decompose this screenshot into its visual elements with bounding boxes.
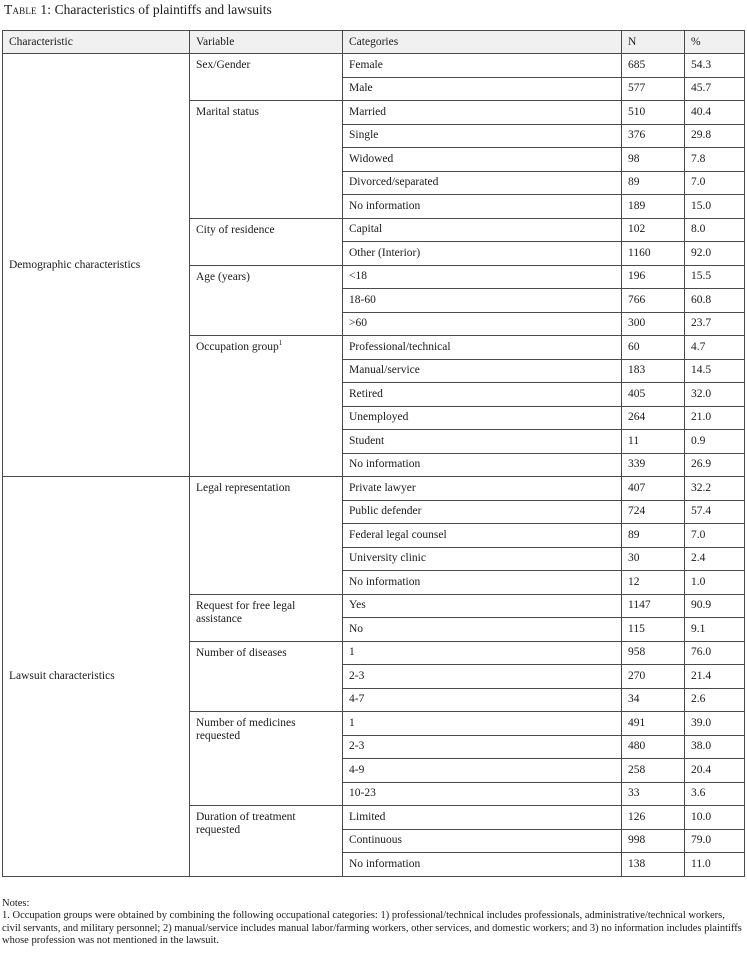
percent-cell: 21.4 (685, 665, 745, 689)
category-cell: Single (343, 124, 622, 148)
percent-cell: 57.4 (685, 500, 745, 524)
category-cell: <18 (343, 265, 622, 289)
notes-heading: Notes: (2, 898, 30, 909)
percent-cell: 15.0 (685, 195, 745, 219)
variable-cell (190, 806, 343, 877)
count-cell: 102 (622, 218, 685, 242)
count-cell: 98 (622, 148, 685, 172)
count-cell: 685 (622, 54, 685, 78)
count-cell: 115 (622, 618, 685, 642)
count-cell: 189 (622, 195, 685, 219)
count-cell: 577 (622, 77, 685, 101)
category-cell: Divorced/separated (343, 171, 622, 195)
percent-cell: 32.0 (685, 383, 745, 407)
category-cell: Yes (343, 594, 622, 618)
variable-cell (190, 712, 343, 806)
count-cell: 1160 (622, 242, 685, 266)
category-cell: 18-60 (343, 289, 622, 313)
category-cell: Married (343, 101, 622, 125)
percent-cell: 7.0 (685, 171, 745, 195)
notes-text: 1. Occupation groups were obtained by combining the following occupational categories: 1) professional/technical includes professionals, administrative/technical workers, civil servants, and military personnel; 2) manual/service includes manual labor/farming workers, other services, and domestic workers; and 3) no information includes plaintiffs whose profession was not mentioned in the lawsuit. (2, 910, 742, 946)
count-cell: 405 (622, 383, 685, 407)
count-cell: 126 (622, 806, 685, 830)
count-cell: 258 (622, 759, 685, 783)
header-n: N (622, 31, 685, 54)
table-body (3, 54, 745, 877)
percent-cell: 15.5 (685, 265, 745, 289)
count-cell: 11 (622, 430, 685, 454)
variable-cell (190, 641, 343, 712)
count-cell: 138 (622, 853, 685, 877)
percent-cell: 54.3 (685, 54, 745, 78)
category-cell: 1 (343, 712, 622, 736)
percent-cell: 32.2 (685, 477, 745, 501)
category-cell: 4-7 (343, 688, 622, 712)
count-cell: 196 (622, 265, 685, 289)
count-cell: 30 (622, 547, 685, 571)
variable-label: City of residence (196, 223, 275, 236)
table-title: Characteristics of plaintiffs and lawsuits (54, 2, 272, 17)
count-cell: 183 (622, 359, 685, 383)
count-cell: 33 (622, 782, 685, 806)
percent-cell: 79.0 (685, 829, 745, 853)
table-caption (4, 2, 272, 18)
percent-cell: 8.0 (685, 218, 745, 242)
count-cell: 34 (622, 688, 685, 712)
count-cell: 12 (622, 571, 685, 595)
count-cell: 60 (622, 336, 685, 360)
count-cell: 270 (622, 665, 685, 689)
count-cell: 339 (622, 453, 685, 477)
category-cell: Student (343, 430, 622, 454)
variable-label: Request for free legal assistance (196, 599, 296, 625)
count-cell: 300 (622, 312, 685, 336)
variable-cell (190, 477, 343, 595)
percent-cell: 40.4 (685, 101, 745, 125)
table-notes (2, 898, 742, 947)
count-cell: 998 (622, 829, 685, 853)
characteristic-cell: Lawsuit characteristics (3, 477, 190, 877)
percent-cell: 0.9 (685, 430, 745, 454)
percent-cell: 3.6 (685, 782, 745, 806)
table-label: Table 1: (4, 2, 52, 17)
percent-cell: 39.0 (685, 712, 745, 736)
percent-cell: 38.0 (685, 735, 745, 759)
variable-cell (190, 336, 343, 477)
category-cell: No information (343, 195, 622, 219)
count-cell: 958 (622, 641, 685, 665)
category-cell: Male (343, 77, 622, 101)
category-cell: 4-9 (343, 759, 622, 783)
category-cell: Continuous (343, 829, 622, 853)
percent-cell: 7.8 (685, 148, 745, 172)
variable-cell (190, 265, 343, 336)
percent-cell: 29.8 (685, 124, 745, 148)
percent-cell: 21.0 (685, 406, 745, 430)
category-cell: No information (343, 571, 622, 595)
category-cell: Other (Interior) (343, 242, 622, 266)
percent-cell: 1.0 (685, 571, 745, 595)
variable-label: Number of medicines requested (196, 717, 296, 742)
percent-cell: 2.6 (685, 688, 745, 712)
variable-label: Legal representation (196, 482, 291, 494)
category-cell: Public defender (343, 500, 622, 524)
category-cell: No (343, 618, 622, 642)
count-cell: 264 (622, 406, 685, 430)
category-cell: Unemployed (343, 406, 622, 430)
percent-cell: 14.5 (685, 359, 745, 383)
category-cell: Manual/service (343, 359, 622, 383)
variable-label: Occupation group (196, 341, 279, 353)
count-cell: 510 (622, 101, 685, 125)
table-row (3, 477, 745, 501)
percent-cell: 23.7 (685, 312, 745, 336)
variable-cell (190, 101, 343, 219)
table-row (3, 54, 745, 78)
category-cell: 2-3 (343, 665, 622, 689)
category-cell: 1 (343, 641, 622, 665)
characteristics-table (2, 30, 745, 877)
percent-cell: 76.0 (685, 641, 745, 665)
variable-label: Age (years) (196, 270, 250, 283)
header-characteristic: Characteristic (3, 31, 190, 54)
percent-cell: 7.0 (685, 524, 745, 548)
variable-label: Duration of treatment requested (196, 811, 296, 836)
category-cell: Female (343, 54, 622, 78)
percent-cell: 92.0 (685, 242, 745, 266)
category-cell: No information (343, 853, 622, 877)
category-cell: University clinic (343, 547, 622, 571)
percent-cell: 26.9 (685, 453, 745, 477)
variable-label: Sex/Gender (196, 59, 251, 71)
count-cell: 491 (622, 712, 685, 736)
category-cell: Retired (343, 383, 622, 407)
percent-cell: 10.0 (685, 806, 745, 830)
percent-cell: 4.7 (685, 336, 745, 360)
header-percent: % (685, 31, 745, 54)
count-cell: 480 (622, 735, 685, 759)
category-cell: Capital (343, 218, 622, 242)
category-cell: >60 (343, 312, 622, 336)
variable-label: Marital status (196, 106, 259, 118)
footnote-marker: 1 (278, 339, 283, 348)
percent-cell: 60.8 (685, 289, 745, 313)
percent-cell: 2.4 (685, 547, 745, 571)
characteristic-cell: Demographic characteristics (3, 54, 190, 477)
count-cell: 89 (622, 524, 685, 548)
category-cell: 2-3 (343, 735, 622, 759)
percent-cell: 45.7 (685, 77, 745, 101)
category-cell: No information (343, 453, 622, 477)
percent-cell: 90.9 (685, 594, 745, 618)
header-variable: Variable (190, 31, 343, 54)
count-cell: 766 (622, 289, 685, 313)
count-cell: 407 (622, 477, 685, 501)
variable-cell (190, 594, 343, 641)
variable-cell (190, 218, 343, 265)
category-cell: Professional/technical (343, 336, 622, 360)
category-cell: Private lawyer (343, 477, 622, 501)
category-cell: 10-23 (343, 782, 622, 806)
percent-cell: 11.0 (685, 853, 745, 877)
count-cell: 376 (622, 124, 685, 148)
header-categories: Categories (343, 31, 622, 54)
percent-cell: 20.4 (685, 759, 745, 783)
category-cell: Limited (343, 806, 622, 830)
count-cell: 1147 (622, 594, 685, 618)
category-cell: Federal legal counsel (343, 524, 622, 548)
variable-cell (190, 54, 343, 101)
percent-cell: 9.1 (685, 618, 745, 642)
count-cell: 724 (622, 500, 685, 524)
category-cell: Widowed (343, 148, 622, 172)
variable-label: Number of diseases (196, 646, 287, 659)
header-row (3, 31, 745, 54)
count-cell: 89 (622, 171, 685, 195)
